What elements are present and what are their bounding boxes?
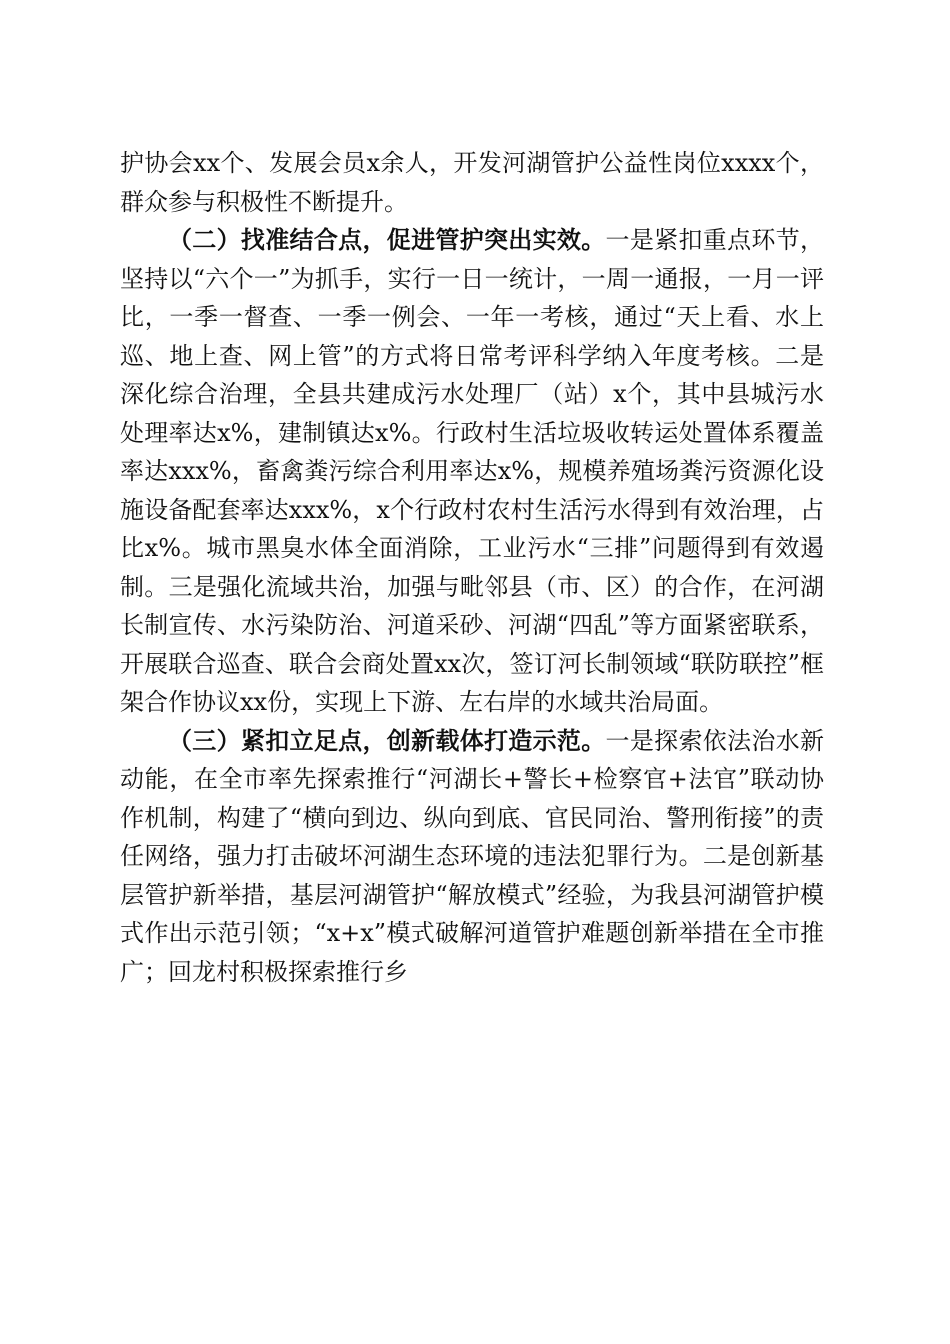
paragraph-continuation bbox=[120, 144, 824, 221]
paragraph-body: 一是探索依法治水新动能，在全市率先探索推行“河湖长+警长+检察官+法官”联动协作机制，构建了“横向到边、纵向到底、官民同治、警刑衔接”的责任网络，强力打击破坏河湖生态环境的违法犯罪行为。二是创新基层管护新举措，基层河湖管护“解放模式”经验，为我县河湖管护模式作出示范引领；“x+x”模式破解河道管护难题创新举措在全市推广；回龙村积极探索推行乡 bbox=[120, 726, 825, 986]
section-heading: （二）找准结合点，促进管护突出实效。 bbox=[168, 225, 606, 254]
document-page bbox=[120, 144, 824, 991]
paragraph-body: 护协会xx个、发展会员x余人，开发河湖管护公益性岗位xxxx个，群众参与积极性不断提升。 bbox=[120, 149, 824, 216]
paragraph-body: 一是紧扣重点环节，坚持以“六个一”为抓手，实行一日一统计，一周一通报，一月一评比，一季一督查、一季一例会、一年一考核，通过“天上看、水上巡、地上查、网上管”的方式将日常考评科学纳入年度考核。二是深化综合治理，全县共建成污水处理厂（站）x个，其中县城污水处理率达x%，建制镇达x%。行政村生活垃圾收转运处置体系覆盖率达xxx%，畜禽粪污综合利用率达x%，规模养殖场粪污资源化设施设备配套率达xxx%，x个行政村农村生活污水得到有效治理，占比x%。城市黑臭水体全面消除，工业污水“三排”问题得到有效遏制。三是强化流域共治，加强与毗邻县（市、区）的合作，在河湖长制宣传、水污染防治、河道采砂、河湖“四乱”等方面紧密联系，开展联合巡查、联合会商处置xx次，签订河长制领域“联防联控”框架合作协议xx份，实现上下游、左右岸的水域共治局面。 bbox=[120, 226, 825, 716]
paragraph-section-three bbox=[120, 722, 824, 992]
section-heading: （三）紧扣立足点，创新载体打造示范。 bbox=[168, 725, 606, 755]
paragraph-section-two bbox=[120, 221, 824, 722]
